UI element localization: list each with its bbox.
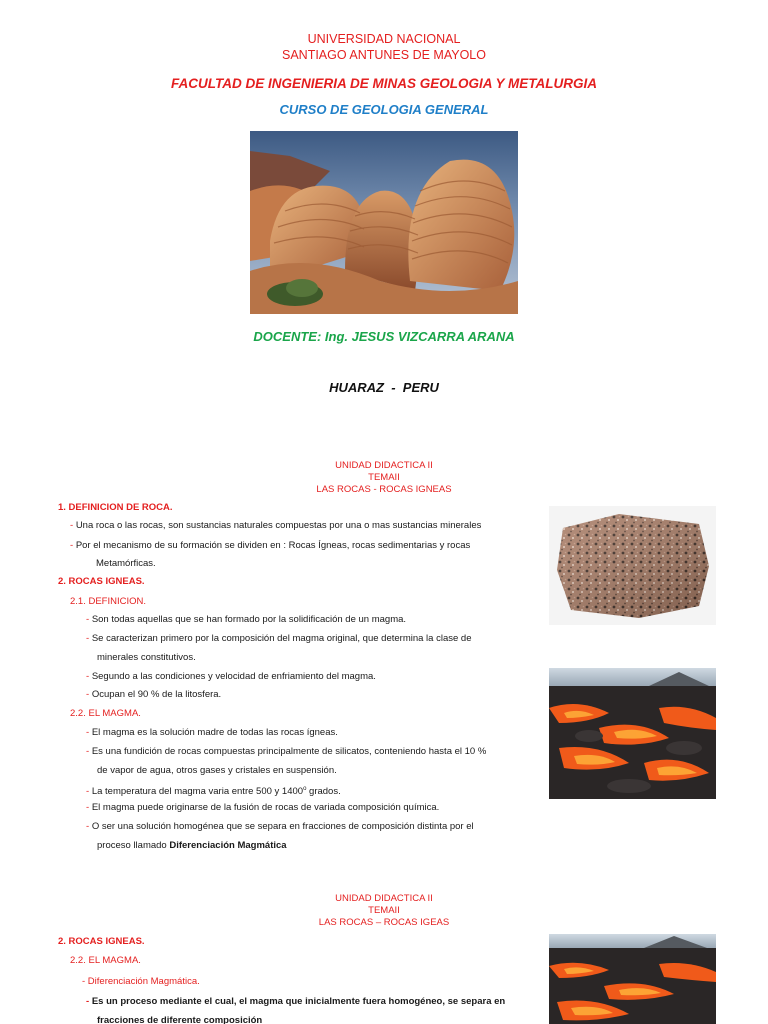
paragraph-line: - La temperatura del magma varia entre 500 y 1400$^o$ grados.: [86, 786, 341, 798]
paragraph-line: - Son todas aquellas que se han formado por la solidificación de un magma.: [86, 614, 407, 625]
paragraph-line: - Es una fundición de rocas compuestas principalmente de silicatos, conteniendo hasta el 10 %: [86, 746, 487, 757]
paragraph-line: - Una roca o las rocas, son sustancias naturales compuestas por una o mas sustancias minerales: [70, 520, 482, 531]
unit-heading-line2: TEMAII: [368, 905, 400, 916]
paragraph-line: Metamórficas.: [96, 558, 156, 569]
paragraph-line: - Por el mecanismo de su formación se dividen en : Rocas Ígneas, rocas sedimentarias y rocas: [70, 540, 471, 551]
sandstone-rock-photo: [250, 131, 518, 314]
paragraph-line: - El magma es la solución madre de todas las rocas ígneas.: [86, 727, 338, 738]
unit-heading-line3: LAS ROCAS – ROCAS IGEAS: [318, 917, 450, 928]
unit-heading-line3: LAS ROCAS - ROCAS IGNEAS: [316, 484, 452, 495]
subsection-heading-diferenciacion: - Diferenciación Magmática.: [82, 976, 200, 987]
lava-flow-photo: [549, 668, 716, 799]
paragraph-line: minerales constitutivos.: [97, 652, 196, 663]
paragraph-line: - Ocupan el 90 % de la litosfera.: [86, 689, 222, 700]
university-name-line1: UNIVERSIDAD NACIONAL: [307, 32, 461, 46]
subsection-heading-magma: 2.2. EL MAGMA.: [70, 708, 141, 719]
university-name-line2: SANTIAGO ANTUNES DE MAYOLO: [282, 48, 486, 62]
subsection-heading-definicion: 2.1. DEFINICION.: [70, 596, 147, 607]
course-title: CURSO DE GEOLOGIA GENERAL: [279, 102, 489, 117]
section-heading-rocas-igneas: 2. ROCAS IGNEAS.: [58, 936, 145, 947]
unit-heading-line2: TEMAII: [368, 472, 400, 483]
section-heading-definicion-roca: 1. DEFINICION DE ROCA.: [58, 502, 173, 513]
paragraph-line: fracciones de diferente composición: [97, 1015, 263, 1024]
paragraph-line: - Segundo a las condiciones y velocidad de enfriamiento del magma.: [86, 671, 376, 682]
paragraph-line: - El magma puede originarse de la fusión de rocas de variada composición química.: [86, 802, 440, 813]
paragraph-line: de vapor de agua, otros gases y cristales en suspensión.: [97, 765, 337, 776]
paragraph-line: - Se caracterizan primero por la composición del magma original, que determina la clase de: [86, 633, 472, 644]
unit-heading-line1: UNIDAD DIDACTICA II: [335, 893, 433, 904]
faculty-title: FACULTAD DE INGENIERIA DE MINAS GEOLOGIA Y METALURGIA: [170, 76, 597, 91]
unit-heading-line1: UNIDAD DIDACTICA II: [335, 460, 433, 471]
igneous-rock-photo: [549, 506, 716, 625]
city-country: HUARAZ - PERU: [329, 380, 439, 395]
teacher-name: DOCENTE: Ing. JESUS VIZCARRA ARANA: [253, 329, 515, 344]
paragraph-line: - O ser una solución homogénea que se separa en fracciones de composición distinta por el: [86, 821, 474, 832]
lava-flow-photo: [549, 934, 716, 1024]
paragraph-line: - Es un proceso mediante el cual, el magma que inicialmente fuera homogéneo, se separa en: [86, 996, 506, 1007]
subsection-heading-magma: 2.2. EL MAGMA.: [70, 955, 141, 966]
section-heading-rocas-igneas: 2. ROCAS IGNEAS.: [58, 576, 145, 587]
paragraph-line: proceso llamado Diferenciación Magmática: [97, 840, 287, 851]
